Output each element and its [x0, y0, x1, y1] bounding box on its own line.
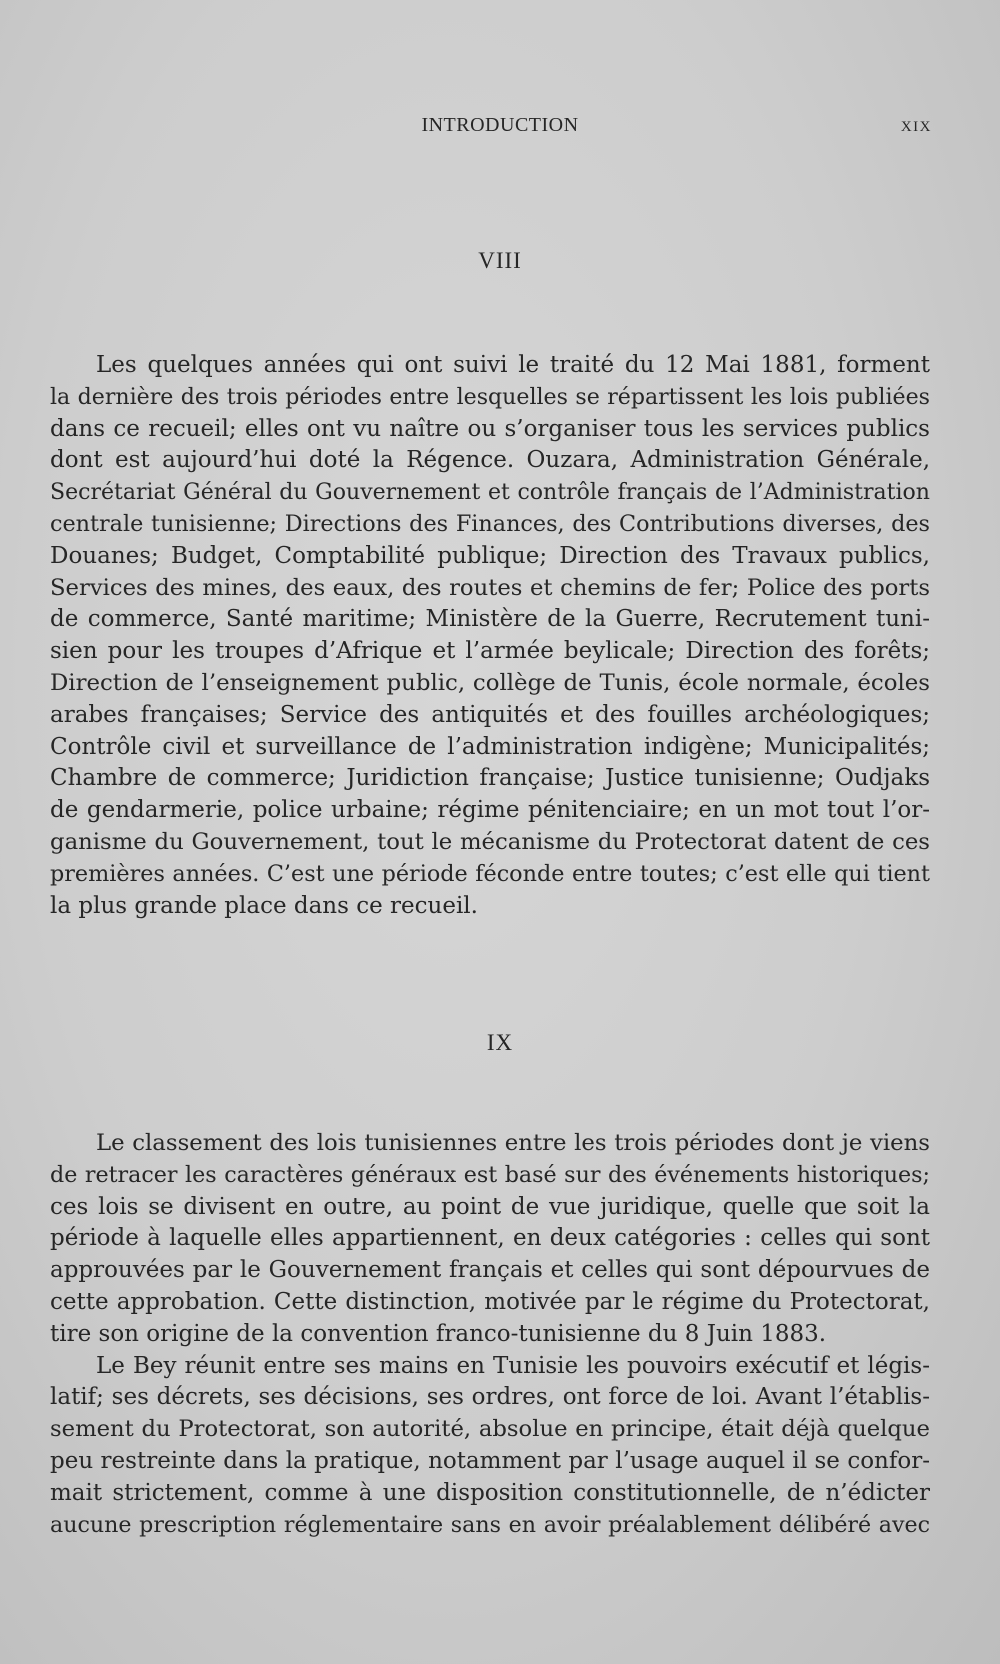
text-line: Direction de l’enseignement public, collège de Tunis, école normale, écoles [50, 669, 930, 696]
text-line: premières années. C’est une période féconde entre toutes; c’est elle qui tient [50, 860, 930, 887]
page-number: XIX [900, 119, 932, 135]
text-line: de commerce, Santé maritime; Ministère de la Guerre, Recrutement tuni- [50, 606, 930, 633]
running-title: INTRODUCTION [421, 114, 579, 136]
text-line: la plus grande place dans ce recueil. [50, 892, 478, 919]
text-line: de gendarmerie, police urbaine; régime pénitenciaire; en un mot tout l’or- [50, 797, 930, 824]
text-line: Contrôle civil et surveillance de l’administration indigène; Municipalités; [50, 733, 930, 760]
text-line: période à laquelle elles appartiennent, en deux catégories : celles qui sont [50, 1225, 930, 1252]
text-line: dans ce recueil; elles ont vu naître ou s’organiser tous les services publics [50, 415, 930, 442]
text-line: Les quelques années qui ont suivi le traité du 12 Mai 1881, forment [96, 352, 930, 378]
text-line: mait strictement, comme à une disposition constitutionnelle, de n’édicter [50, 1479, 930, 1506]
text-line: tire son origine de la convention franco-tunisienne du 8 Juin 1883. [50, 1320, 827, 1347]
text-line: dont est aujourd’hui doté la Régence. Ouzara, Administration Générale, [50, 447, 930, 474]
text-line: peu restreinte dans la pratique, notamment par l’usage auquel il se confor- [50, 1447, 930, 1474]
section-ix-text [50, 1128, 930, 1541]
text-line: la dernière des trois périodes entre lesquelles se répartissent les lois publiées [50, 384, 930, 410]
text-line: ces lois se divisent en outre, au point de vue juridique, quelle que soit la [50, 1193, 930, 1220]
text-line: centrale tunisienne; Directions des Finances, des Contributions diverses, des [50, 510, 930, 537]
text-line: cette approbation. Cette distinction, motivée par le régime du Protectorat, [50, 1288, 930, 1315]
text-line: Douanes; Budget, Comptabilité publique; Direction des Travaux publics, [50, 542, 930, 569]
section-heading-ix: IX [486, 1030, 514, 1055]
section-viii-text [50, 350, 930, 922]
text-line: Le Bey réunit entre ses mains en Tunisie les pouvoirs exécutif et légis- [96, 1352, 930, 1379]
text-line: Services des mines, des eaux, des routes et chemins de fer; Police des ports [50, 574, 930, 601]
text-line: Secrétariat Général du Gouvernement et contrôle français de l’Administration [50, 480, 930, 506]
text-line: aucune prescription réglementaire sans en avoir préalablement délibéré avec [50, 1511, 930, 1538]
text-line: de retracer les caractères généraux est basé sur des événements historiques; [50, 1161, 930, 1188]
text-line: Le classement des lois tunisiennes entre les trois périodes dont je viens [96, 1130, 930, 1156]
running-head [0, 114, 1000, 144]
text-line: arabes françaises; Service des antiquités et des fouilles archéologiques; [50, 701, 930, 728]
text-line: latif; ses décrets, ses décisions, ses ordres, ont force de loi. Avant l’établis- [50, 1384, 930, 1411]
text-line: ganisme du Gouvernement, tout le mécanisme du Protectorat datent de ces [50, 828, 930, 855]
text-line: sien pour les troupes d’Afrique et l’armée beylicale; Direction des forêts; [50, 638, 930, 665]
section-heading-viii: VIII [478, 248, 522, 273]
text-line: sement du Protectorat, son autorité, absolue en principe, était déjà quelque [50, 1416, 930, 1443]
text-line: Chambre de commerce; Juridiction française; Justice tunisienne; Oudjaks [50, 765, 930, 792]
text-line: approuvées par le Gouvernement français et celles qui sont dépourvues de [50, 1257, 930, 1284]
